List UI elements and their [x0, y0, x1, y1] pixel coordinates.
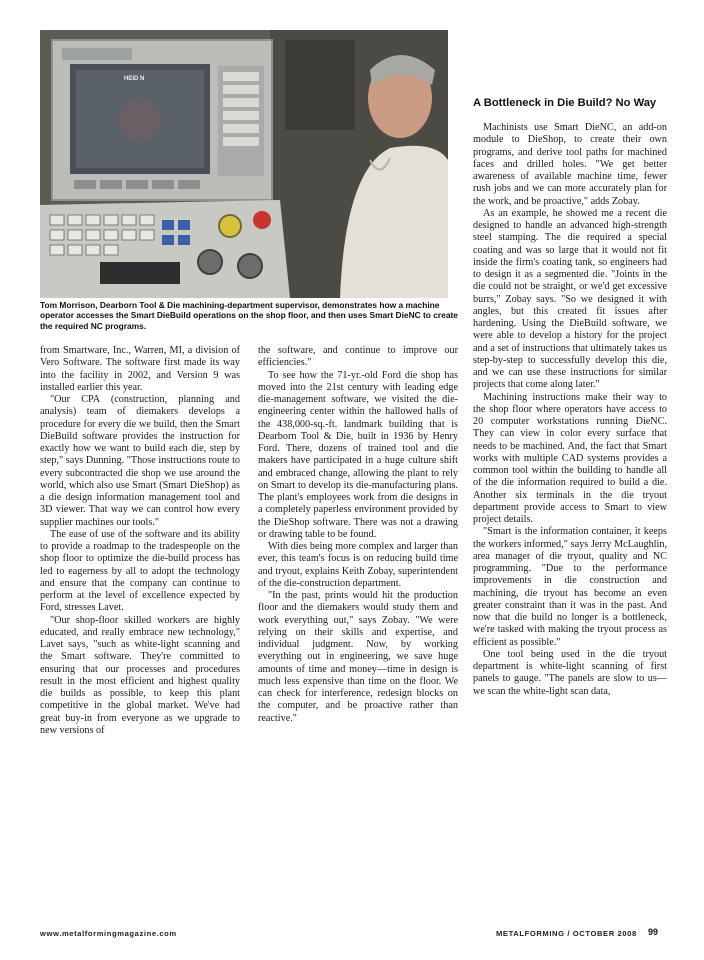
operator-photo [40, 30, 448, 298]
photo-illustration [40, 30, 448, 298]
article-column-1 [40, 345, 240, 737]
paragraph: With dies being more complex and larger than ever, this team's focus is on reducing build time and tryout, explains Keith Zobay, superintendent of the die-construction department. [258, 541, 458, 589]
paragraph: Machinists use Smart DieNC, an add-on module to DieShop, to create their own programs, and derive tool paths for machined faces and drilled holes. "We get better awareness of available machine time, fewer rush jobs and we can more accurately plan for the work, and be proactive," adds Zobay. [473, 122, 667, 207]
screen-label: HEID N [124, 76, 145, 82]
paragraph: "In the past, prints would hit the production floor and the diemakers would study them and work everything out," says Zobay. "We were relying on their skills and expertise, and individual judgment. Now, by working everything out in engineering, we save huge amounts of time and money—time in design is much less expensive than time on the floor. We can check for interference, redesign blocks on the computer, and be proactive rather than reactive." [258, 590, 458, 724]
paragraph: One tool being used in the die tryout department is white-light scanning of first panels to gauge. "The panels are slow to us—we scan the white-light scan data, [473, 648, 667, 697]
footer-website[interactable]: www.metalformingmagazine.com [40, 929, 177, 938]
paragraph: "Smart is the information container, it keeps the workers informed," says Jerry McLaughlin, area manager of die tryout, quality and NC programming. "Due to the performance improvements in die construction and machining, die tryout has become an even greater constraint than it was in the past. And now that die build no longer is a bottleneck, we're tasked with making the tryout process as efficient as possible." [473, 526, 667, 648]
paragraph: from Smartware, Inc., Warren, MI, a division of Vero Software. The software first made its way into the facility in 2002, and Version 9 was installed earlier this year. [40, 345, 240, 393]
paragraph: As an example, he showed me a recent die designed to handle an advanced high-strength steel stamping. The die required a special coating and was so large that it would not fit inside the firm's coating tank, so engineers had to design it as a segmented die. "Joints in the die could not be straight, or we'd get excessive burrs," Zobay says. "So we designed it with angles, but this created fit issues after hardening. Using the DieBuild software, we were able to develop a history for the project and a set of instructions that ultimately takes us step-by-step to successfully develop this die, and we can use these instructions for similar projects that come along later." [473, 207, 667, 391]
article-column-2 [258, 345, 458, 725]
paragraph: "Our CPA (construction, planning and analysis) team of diemakers develops a procedure for every die we build, then the Smart DieBuild software provides the instruction for exactly how we want to build each die, step by step," says Dunning. "Those instructions route to every subcontracted die shop we use around the world, which also use Smart (Smart DieShop) as a die design information management tool and 3D viewer. That way we can control how every supplier machines our tools." [40, 394, 240, 528]
paragraph: the software, and continue to improve our efficiencies." [258, 345, 458, 369]
section-heading: A Bottleneck in Die Build? No Way [473, 97, 657, 109]
paragraph: To see how the 71-yr.-old Ford die shop has moved into the 21st century with leading edge die-management software, we visited the die-engineering center within the hallowed halls of the 438,000-sq.-ft. landmark building that is Dearborn Tool & Die, built in 1936 by Henry Ford. There, dozens of trained tool and die makers have participated in a huge culture shift and embraced change, allowing the plant to rely on Smart to develop its die-manufacturing plans. The plant's employees work from die designs in a completely paperless environment provided by the DieShop software. There was not a drawing or drawing table to be found. [258, 369, 458, 540]
paragraph: "Our shop-floor skilled workers are highly educated, and really embrace new technology," Lavet says, "such as white-light scanning and the Smart software. They're committed to ensuring that our processes and procedures result in the most efficient and highest quality die builds as possible, to keep this plant competitive in the global market. We've had great buy-in from everyone as we upgrade to new versions of [40, 614, 240, 736]
paragraph: The ease of use of the software and its ability to provide a roadmap to the tradespeople on the shop floor to optimize the die-build process has led to eagerness by all to adopt the technology and ensure that the company can continue to perform at the level of excellence expected by Ford, stresses Lavet. [40, 528, 240, 614]
photo-caption: Tom Morrison, Dearborn Tool & Die machining-department supervisor, demonstrates how a machine operator accesses the Smart DieBuild operations on the shop floor, and then uses Smart DieNC to create the required NC programs. [40, 300, 458, 331]
footer-issue: METALFORMING / OCTOBER 2008 [496, 929, 637, 938]
article-column-3 [473, 122, 667, 698]
paragraph: Machining instructions make their way to the shop floor where operators have access to 20 computer workstations running DieNC. They can view in color every surface that needs to be machined. And, the fact that Smart works with multiple CAD systems provides a common tool within the building to handle all of the die information required to build a die. Another six terminals in the die tryout department provide access to Smart to view project details. [473, 391, 667, 525]
page-number: 99 [648, 927, 659, 937]
